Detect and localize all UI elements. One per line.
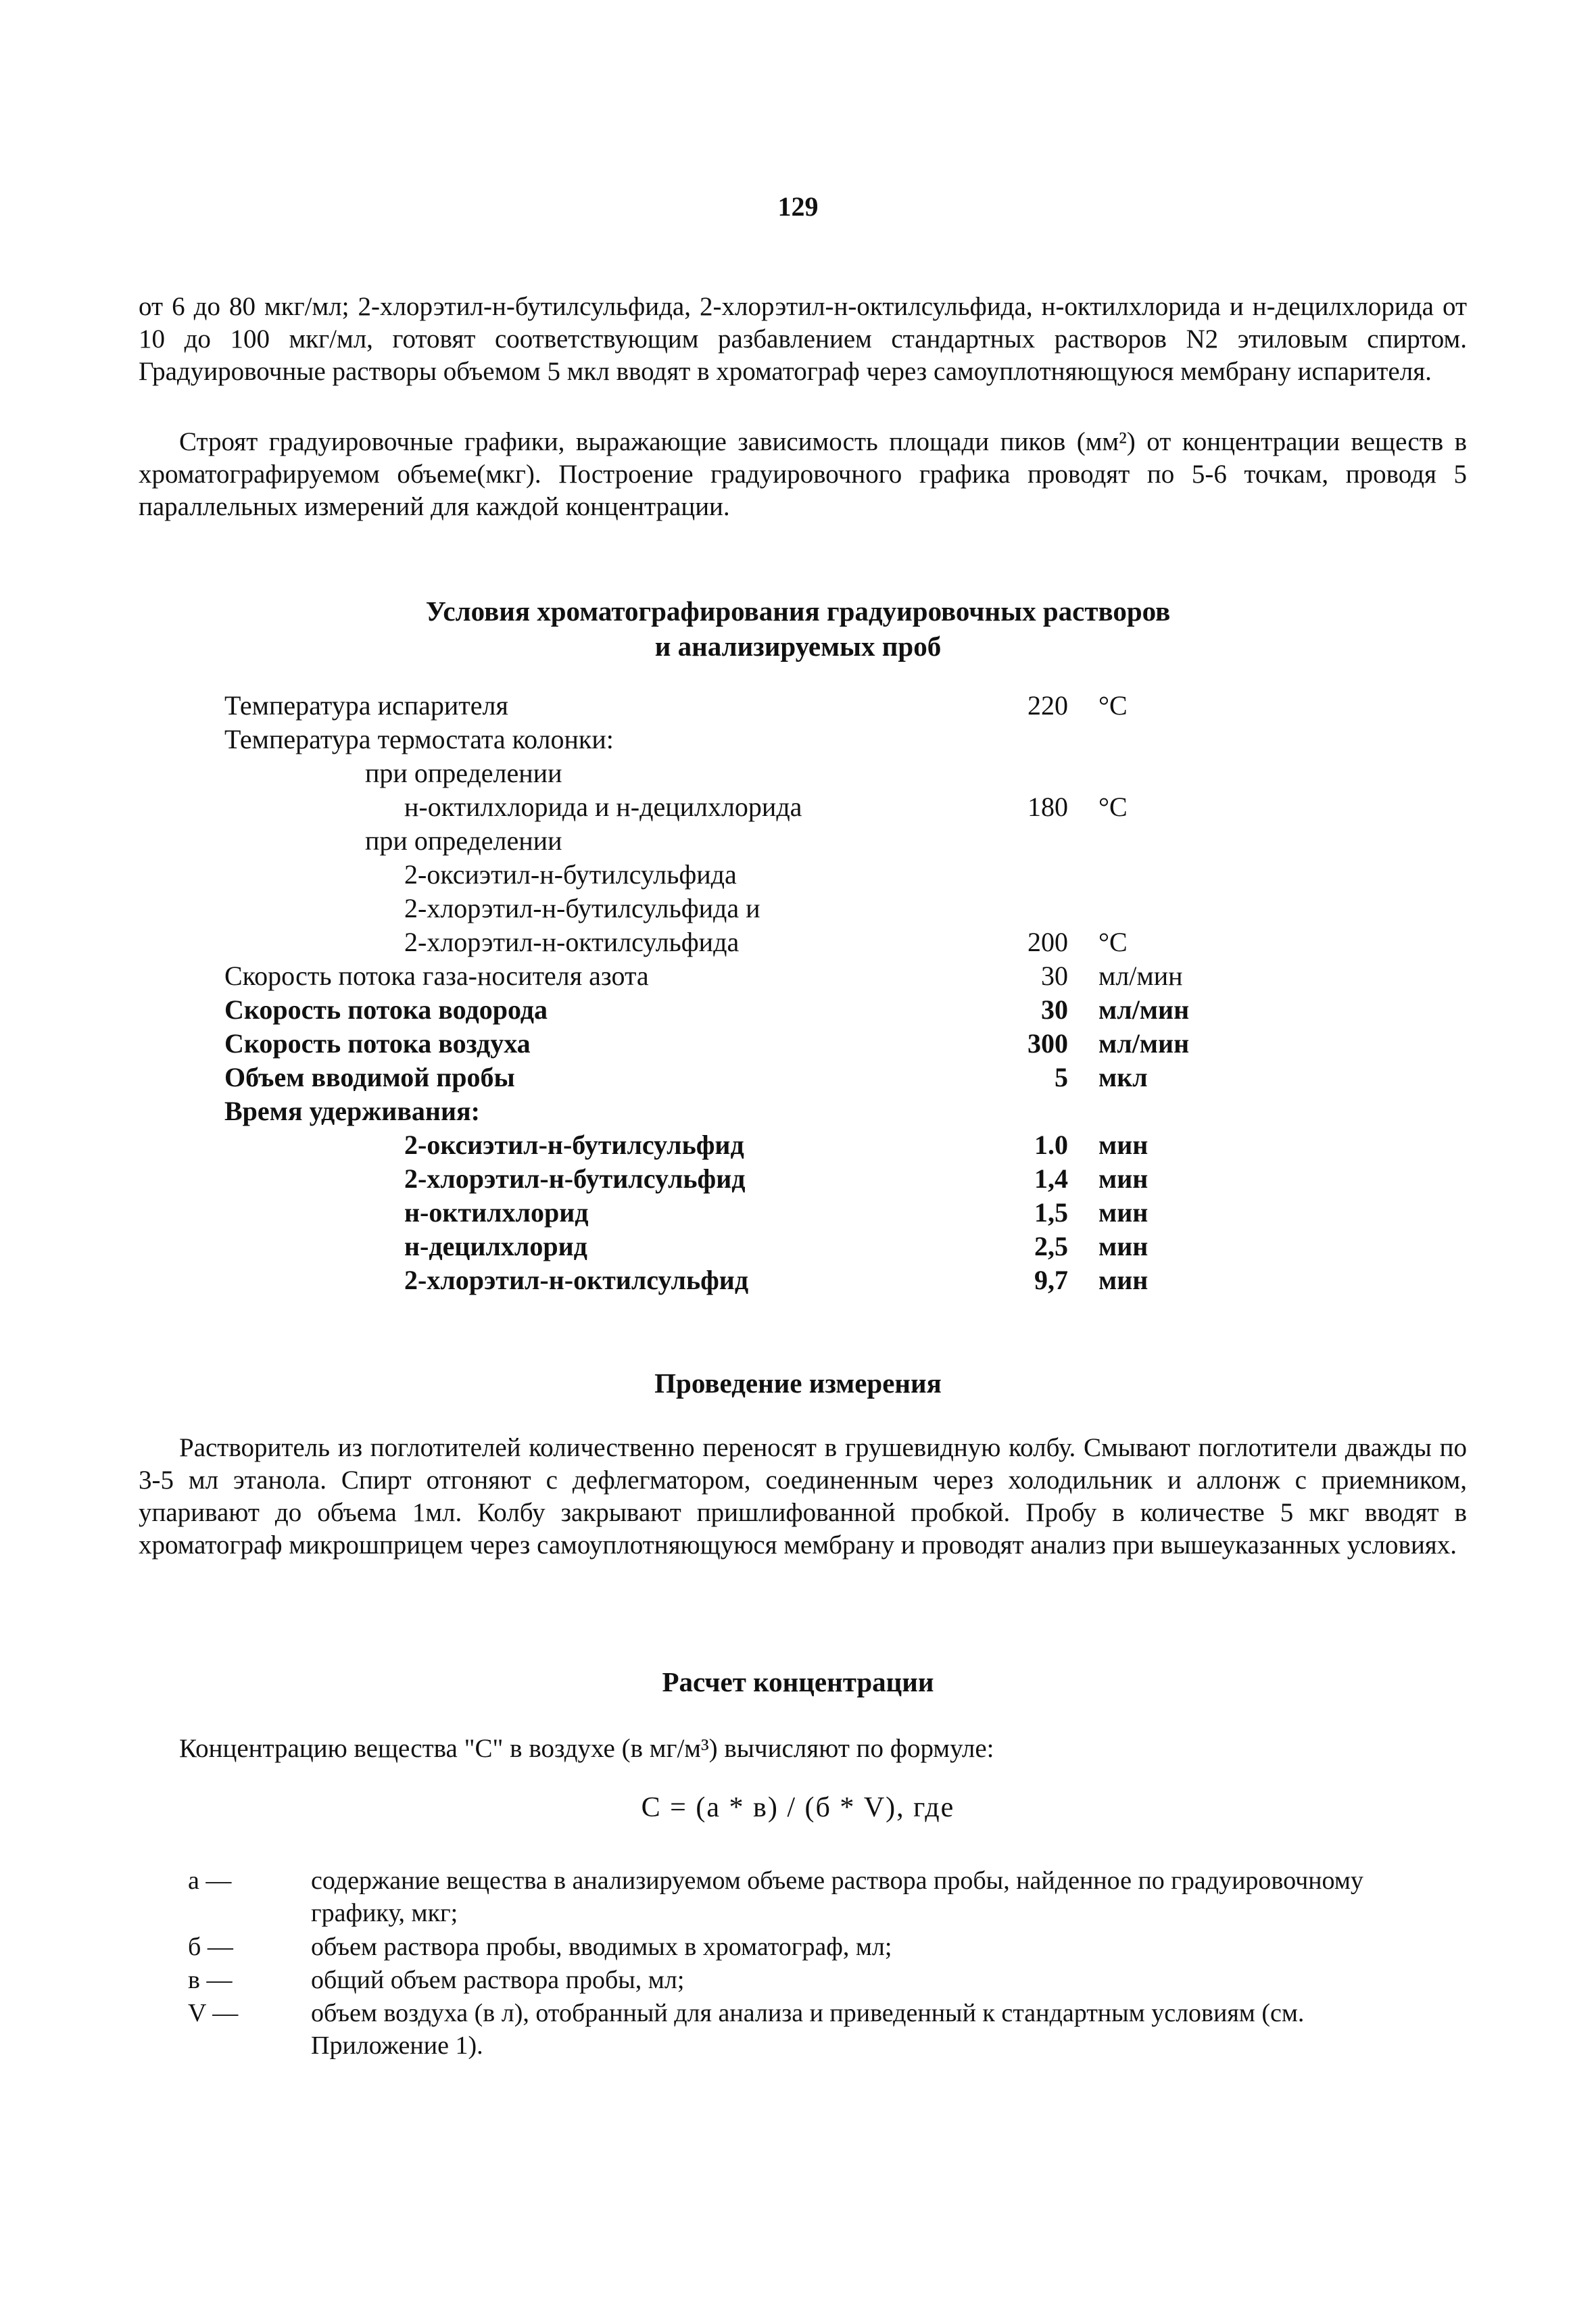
row-unit: мин [1098, 1231, 1148, 1261]
row-label: 2-оксиэтил-н-бутилсульфид [404, 1130, 744, 1160]
row-unit: мл/мин [1098, 994, 1190, 1025]
row-label: Объем вводимой пробы [224, 1062, 515, 1092]
row-value: 1.0 [1034, 1130, 1068, 1160]
row-value: 9,7 [1034, 1265, 1068, 1295]
table-row [0, 1163, 1596, 1197]
table-row [0, 859, 1596, 892]
row-label: н-октилхлорид [404, 1197, 589, 1228]
table-row [0, 892, 1596, 926]
row-value: 1,5 [1034, 1197, 1068, 1228]
definition-symbol: б — [188, 1933, 233, 1961]
table-row [0, 723, 1596, 757]
row-label: 2-хлорэтил-н-октилсульфид [404, 1265, 749, 1295]
row-value: 220 [1027, 690, 1068, 721]
table-row [0, 994, 1596, 1028]
conditions-heading-line2: и анализируемых проб [654, 631, 942, 662]
row-value: 2,5 [1034, 1231, 1068, 1261]
row-label: 2-оксиэтил-н-бутилсульфида [404, 859, 737, 890]
row-unit: мл/мин [1098, 961, 1183, 991]
row-value: 200 [1027, 927, 1068, 957]
row-unit: мкл [1098, 1062, 1148, 1092]
row-value: 180 [1027, 792, 1068, 822]
table-row [0, 1129, 1596, 1163]
table-row [0, 825, 1596, 859]
definition-text: общий объем раствора пробы, мл; [311, 1966, 685, 1994]
row-label: н-октилхлорида и н-децилхлорида [404, 792, 802, 822]
row-label: Скорость потока воздуха [224, 1028, 531, 1059]
concentration-formula: С = (а * в) / (б * V), где [641, 1792, 955, 1823]
row-label: 2-хлорэтил-н-октилсульфида [404, 927, 740, 957]
measurement-heading: Проведение измерения [654, 1368, 942, 1399]
row-unit: мин [1098, 1130, 1148, 1160]
table-row [0, 1197, 1596, 1230]
table-row [0, 1230, 1596, 1264]
row-label: 2-хлорэтил-н-бутилсульфида и [404, 893, 760, 923]
row-unit: мл/мин [1098, 1028, 1190, 1059]
calculation-heading: Расчет концентрации [662, 1666, 934, 1697]
definition-symbol: V — [188, 1999, 239, 2027]
row-label: при определении [365, 758, 562, 788]
row-label: Температура термостата колонки: [224, 724, 614, 754]
table-row [0, 791, 1596, 825]
intro-paragraph-1: от 6 до 80 мкг/мл; 2-хлорэтил-н-бутилсульфида, 2-хлорэтил-н-октилсульфида, н-октилхлорида и н-децилхлорида от 10 до 100 мкг/мл, готовят соответствующим разбавлением стандартных растворов N2 этиловым спиртом. Градуировочные растворы объемом 5 мкл вводят в хроматограф через самоуплотняющуюся мембрану испарителя. [139, 292, 1467, 386]
definition-text: объем раствора пробы, вводимых в хроматограф, мл; [311, 1933, 892, 1961]
row-label: Скорость потока газа-носителя азота [224, 961, 649, 991]
row-value: 30 [1041, 994, 1068, 1025]
table-row [0, 926, 1596, 960]
table-row [0, 1095, 1596, 1129]
table-row [0, 1028, 1596, 1061]
table-row [0, 1264, 1596, 1298]
intro-paragraph-2: Строят градуировочные графики, выражающие зависимость площади пиков (мм²) от концентрации веществ в хроматографируемом объеме(мкг). Построение градуировочного графика проводят по 5-6 точкам, проводя 5 параллельных измерений для каждой концентрации. [139, 427, 1467, 521]
table-row [0, 757, 1596, 791]
row-unit: мин [1098, 1163, 1148, 1194]
page-number: 129 [777, 191, 819, 222]
row-value: 300 [1027, 1028, 1068, 1059]
table-row [0, 1061, 1596, 1095]
row-label: 2-хлорэтил-н-бутилсульфид [404, 1163, 746, 1194]
row-unit: мин [1098, 1265, 1148, 1295]
conditions-heading-line1: Условия хроматографирования градуировочных растворов [425, 596, 1171, 627]
row-label: Скорость потока водорода [224, 994, 548, 1025]
row-unit: °С [1098, 690, 1128, 721]
row-value: 5 [1055, 1062, 1068, 1092]
row-unit: °С [1098, 927, 1128, 957]
definition-symbol: а — [188, 1866, 232, 1895]
row-value: 30 [1041, 961, 1068, 991]
row-label: при определении [365, 825, 562, 856]
row-label: Время удерживания: [224, 1096, 480, 1126]
measurement-paragraph: Растворитель из поглотителей количественно переносят в грушевидную колбу. Смывают поглотители дважды по 3-5 мл этанола. Спирт отгоняют с дефлегматором, соединенным через холодильник и аллонж с приемником, упаривают до объема 1мл. Колбу закрывают пришлифованной пробкой. Пробу в количестве 5 мкг вводят в хроматограф микрошприцем через самоуплотняющуюся мембрану и проводят анализ при вышеуказанных условиях. [139, 1433, 1467, 1560]
table-row [0, 690, 1596, 723]
definition-text: содержание вещества в анализируемом объеме раствора пробы, найденное по градуировочному графику, мкг; [311, 1866, 1363, 1927]
row-value: 1,4 [1034, 1163, 1068, 1194]
row-label: Температура испарителя [224, 690, 508, 721]
calculation-paragraph: Концентрацию вещества "С" в воздухе (в мг/м³) вычисляют по формуле: [179, 1734, 994, 1763]
definition-symbol: в — [188, 1966, 233, 1994]
row-label: н-децилхлорид [404, 1231, 587, 1261]
row-unit: мин [1098, 1197, 1148, 1228]
table-row [0, 960, 1596, 994]
definition-text: объем воздуха (в л), отобранный для анализа и приведенный к стандартным условиям (см. Приложение 1). [311, 1999, 1305, 2060]
row-unit: °С [1098, 792, 1128, 822]
